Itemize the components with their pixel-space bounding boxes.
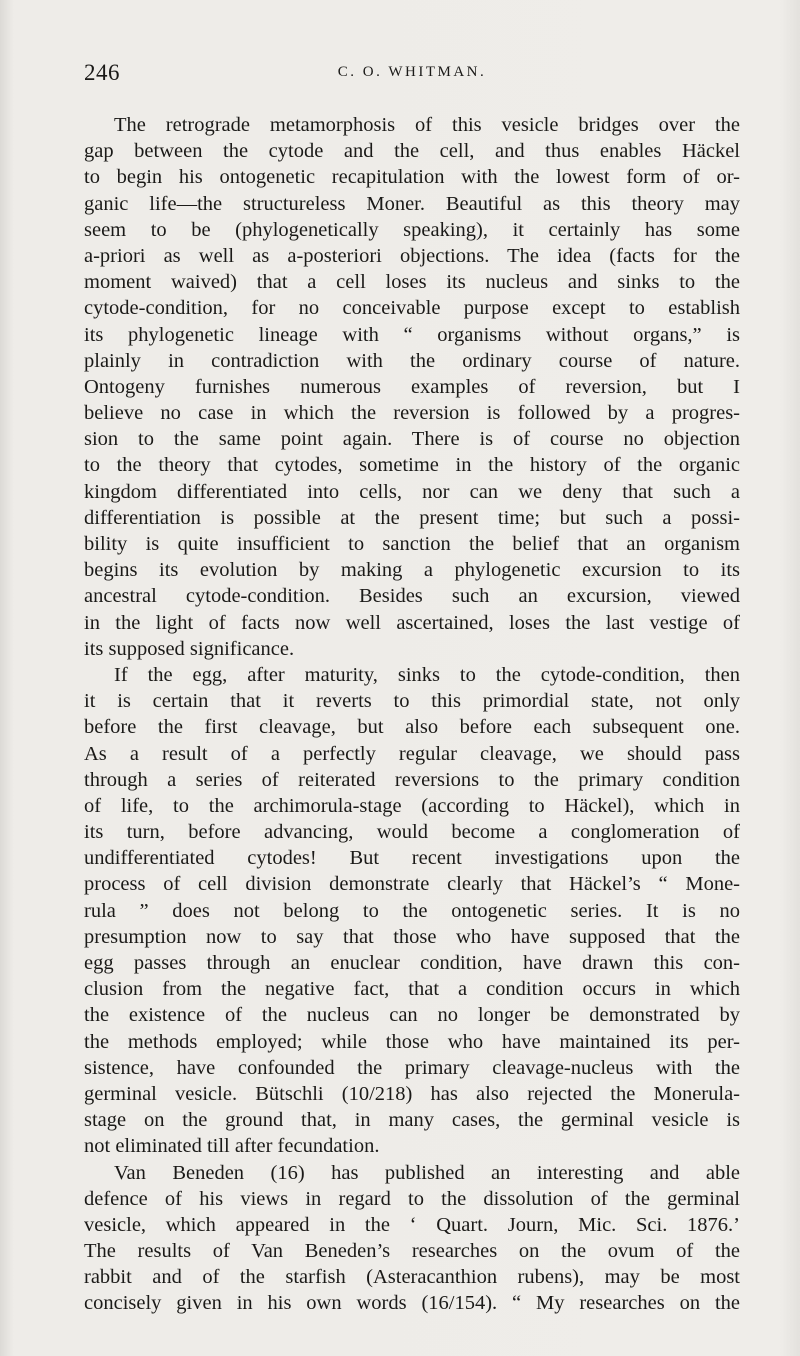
text-line: the existence of the nucleus can no longer be demonstrated by bbox=[84, 1004, 740, 1027]
text-line: in the light of facts now well ascertained, loses the last vestige of bbox=[84, 611, 740, 634]
text-line: the methods employed; while those who have maintained its per- bbox=[84, 1030, 740, 1053]
text-line: sistence, have confounded the primary cleavage-nucleus with the bbox=[84, 1056, 740, 1079]
text-line: not eliminated till after fecundation. bbox=[84, 1135, 380, 1158]
text-line: rula ” does not belong to the ontogenetic series. It is no bbox=[84, 899, 740, 922]
text-line: stage on the ground that, in many cases, the germinal vesicle is bbox=[84, 1109, 740, 1132]
text-line: process of cell division demonstrate clearly that Häckel’s “ Mone- bbox=[84, 873, 740, 896]
text-line: it is certain that it reverts to this primordial state, not only bbox=[84, 690, 740, 713]
text-line: kingdom differentiated into cells, nor can we deny that such a bbox=[84, 480, 740, 503]
text-line: seem to be (phylogenetically speaking), it certainly has some bbox=[84, 218, 740, 241]
text-line: concisely given in his own words (16/154). “ My researches on the bbox=[84, 1292, 740, 1315]
text-line: defence of his views in regard to the dissolution of the germinal bbox=[84, 1187, 740, 1210]
body-text bbox=[84, 112, 740, 1317]
text-line: sion to the same point again. There is of course no objection bbox=[84, 428, 740, 451]
text-line: ganic life—the structureless Moner. Beautiful as this theory may bbox=[84, 192, 740, 215]
running-head: C. O. WHITMAN. bbox=[337, 64, 487, 80]
text-line: egg passes through an enuclear condition, have drawn this con- bbox=[84, 952, 740, 974]
text-line: ancestral cytode-condition. Besides such an excursion, viewed bbox=[84, 585, 740, 608]
text-line: its supposed significance. bbox=[84, 637, 295, 660]
text-line: to begin his ontogenetic recapitulation with the lowest form of or- bbox=[84, 166, 740, 189]
text-line: through a series of reiterated reversions to the primary condition bbox=[84, 768, 740, 791]
text-line: vesicle, which appeared in the ‘ Quart. Journ, Mic. Sci. 1876.’ bbox=[84, 1213, 740, 1236]
text-line: of life, to the archimorula-stage (according to Häckel), which in bbox=[84, 794, 740, 817]
text-line: gap between the cytode and the cell, and thus enables Häckel bbox=[84, 140, 740, 163]
text-line: a-priori as well as a-posteriori objections. The idea (facts for the bbox=[84, 244, 740, 267]
text-line: plainly in contradiction with the ordinary course of nature. bbox=[84, 349, 740, 372]
text-line: begins its evolution by making a phylogenetic excursion to its bbox=[84, 559, 740, 582]
text-line: believe no case in which the reversion is followed by a progres- bbox=[84, 402, 740, 425]
text-line: Van Beneden (16) has published an interesting and able bbox=[114, 1161, 740, 1184]
text-line: If the egg, after maturity, sinks to the cytode-condition, then bbox=[114, 663, 740, 686]
text-line: Ontogeny furnishes numerous examples of reversion, but I bbox=[84, 375, 740, 398]
text-line: rabbit and of the starfish (Asteracanthion rubens), may be most bbox=[84, 1266, 740, 1289]
text-line: presumption now to say that those who have supposed that the bbox=[84, 925, 740, 948]
text-line: As a result of a perfectly regular cleavage, we should pass bbox=[84, 742, 740, 765]
text-line: undifferentiated cytodes! But recent investigations upon the bbox=[84, 847, 740, 870]
text-line: moment waived) that a cell loses its nucleus and sinks to the bbox=[84, 271, 740, 294]
text-line: The results of Van Beneden’s researches on the ovum of the bbox=[84, 1240, 740, 1263]
text-line: to the theory that cytodes, sometime in the history of the organic bbox=[84, 454, 740, 477]
text-line: its turn, before advancing, would become a conglomeration of bbox=[84, 821, 740, 844]
text-line: clusion from the negative fact, that a condition occurs in which bbox=[84, 978, 740, 1001]
text-line: before the first cleavage, but also before each subsequent one. bbox=[84, 716, 740, 739]
text-line: bility is quite insufficient to sanction the belief that an organism bbox=[84, 533, 740, 555]
page-number: 246 bbox=[84, 60, 120, 85]
text-line: germinal vesicle. Bütschli (10/218) has also rejected the Monerula- bbox=[84, 1082, 740, 1105]
text-line: cytode-condition, for no conceivable purpose except to establish bbox=[84, 297, 740, 320]
text-line: The retrograde metamorphosis of this vesicle bridges over the bbox=[114, 114, 740, 136]
text-line: differentiation is possible at the present time; but such a possi- bbox=[84, 506, 740, 529]
text-line: its phylogenetic lineage with “ organisms without organs,” is bbox=[84, 323, 740, 346]
page-header bbox=[84, 60, 740, 88]
